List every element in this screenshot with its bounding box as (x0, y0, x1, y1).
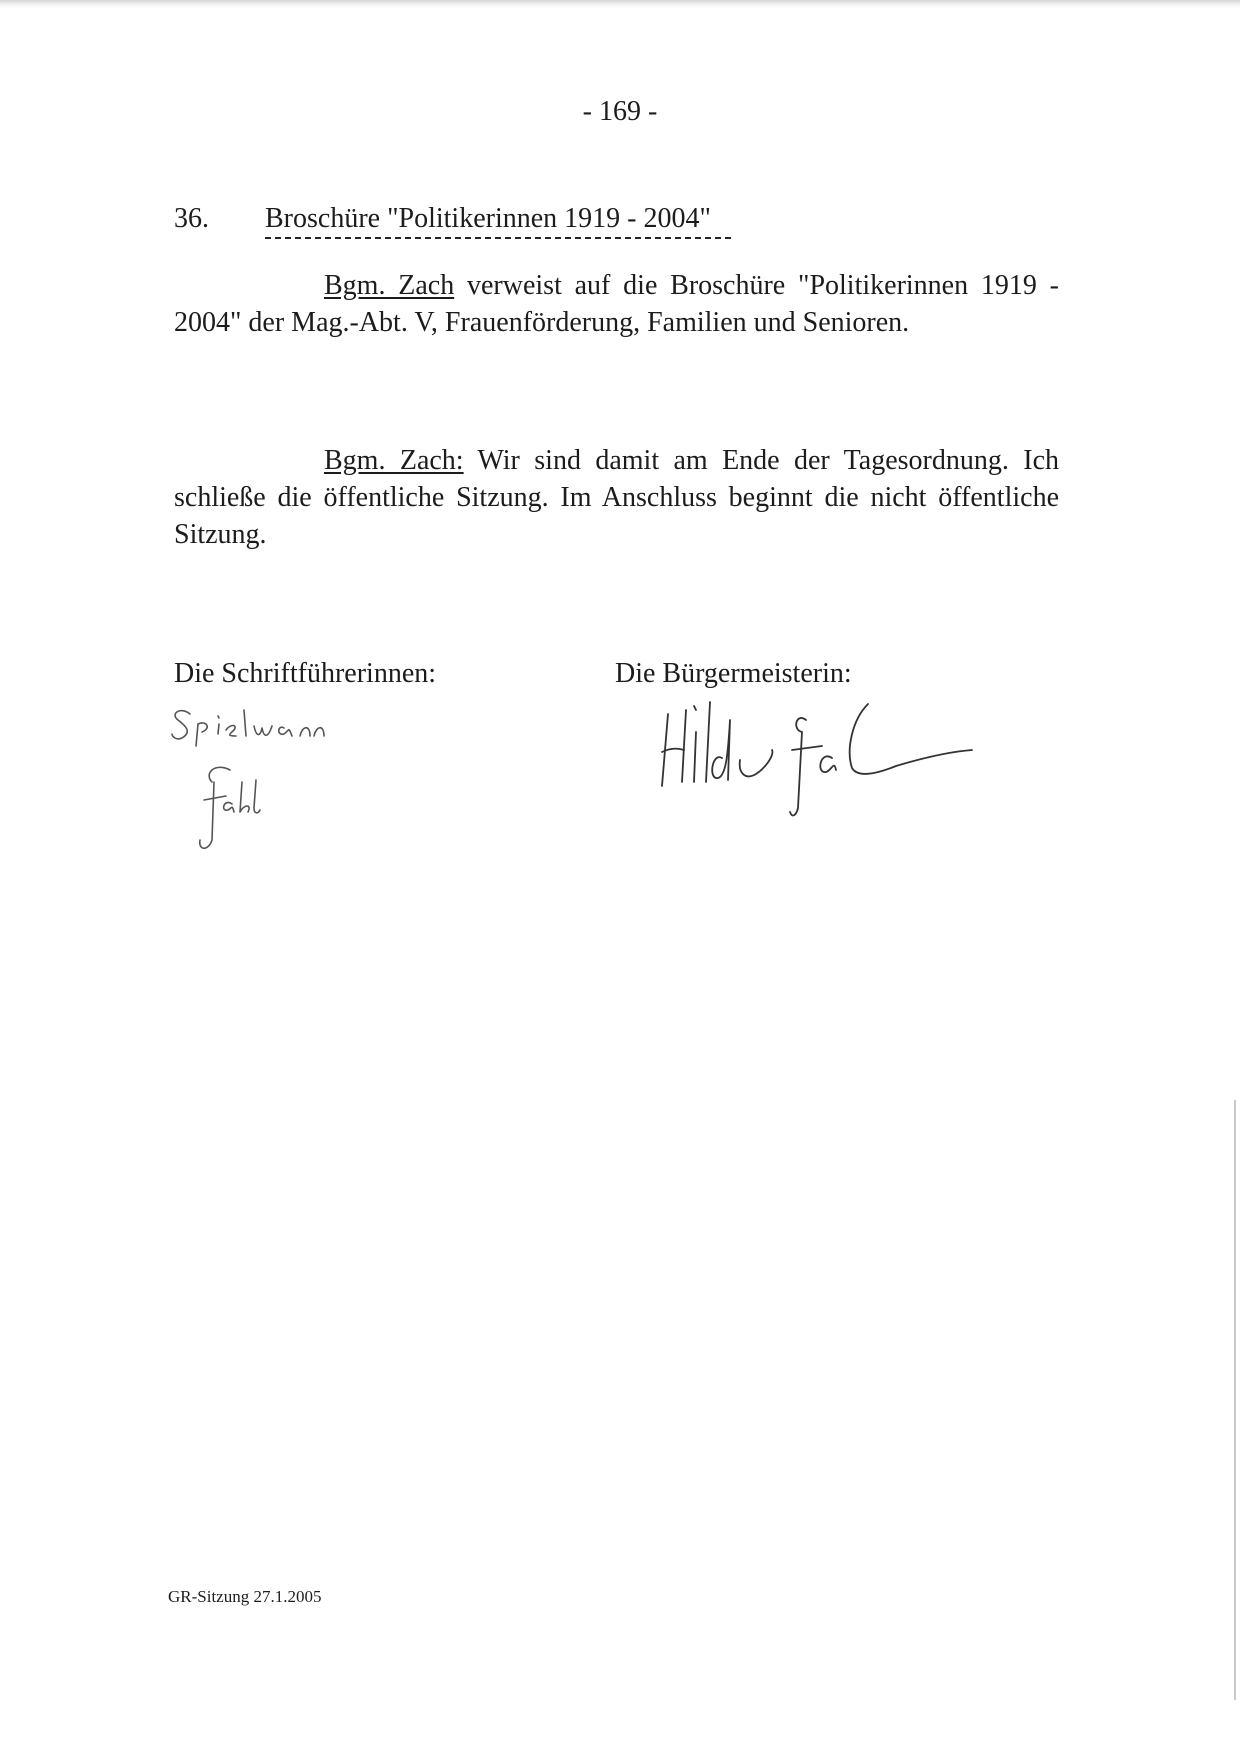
signature-stroke (226, 726, 236, 737)
speaker-name: Bgm. Zach: (324, 445, 464, 476)
paragraph-text: Wir sind damit am Ende der Tagesordnung. Ich schließe die öffentliche Sitzung. Im Anschluss beginnt die nicht öffentliche Sitzung. (174, 445, 1059, 550)
signature-stroke (850, 704, 972, 774)
mayor-signature-label: Die Bürgermeisterin: (615, 658, 852, 689)
paragraph-closing-statement (174, 442, 1059, 553)
paragraph-brochure-reference (174, 267, 1059, 341)
signature-stroke (682, 710, 686, 782)
signature-stroke (694, 706, 696, 782)
signature-stroke (712, 720, 730, 780)
recorders-handwritten-signatures (168, 700, 418, 860)
signature-stroke (254, 780, 260, 813)
footer-session-date: GR-Sitzung 27.1.2005 (168, 1587, 322, 1606)
scan-edge-right (1234, 1100, 1236, 1700)
signature-stroke (820, 756, 836, 772)
signature-stroke (790, 718, 806, 816)
signature-stroke (200, 767, 230, 848)
signature-stroke (244, 710, 246, 736)
signature-stroke (706, 702, 710, 782)
signature-stroke (254, 726, 272, 735)
title-dashed-rule (265, 237, 731, 239)
speaker-name: Bgm. Zach (324, 270, 455, 301)
agenda-item-number: 36. (174, 203, 209, 234)
recorders-signature-label: Die Schriftführerinnen: (174, 658, 437, 689)
signature-stroke (172, 711, 190, 739)
paragraph-text: verweist auf die Broschüre "Politikerinnen 1919 - 2004" der Mag.-Abt. V, Frauenförderung, Familien und Senioren. (174, 270, 1059, 338)
signature-stroke (224, 802, 234, 812)
signature-stroke (300, 728, 324, 736)
signature-stroke (792, 746, 822, 750)
agenda-item-title: Broschüre "Politikerinnen 1919 - 2004" (265, 203, 711, 234)
page-number: - 169 - (582, 96, 658, 127)
signature-stroke (740, 750, 773, 776)
signature-stroke (218, 716, 219, 734)
signature-stroke (240, 782, 249, 812)
signature-stroke (279, 727, 292, 736)
signature-stroke (196, 723, 207, 746)
mayor-handwritten-signature (656, 690, 996, 820)
signature-stroke (204, 796, 226, 800)
scan-edge-top (0, 0, 1240, 8)
